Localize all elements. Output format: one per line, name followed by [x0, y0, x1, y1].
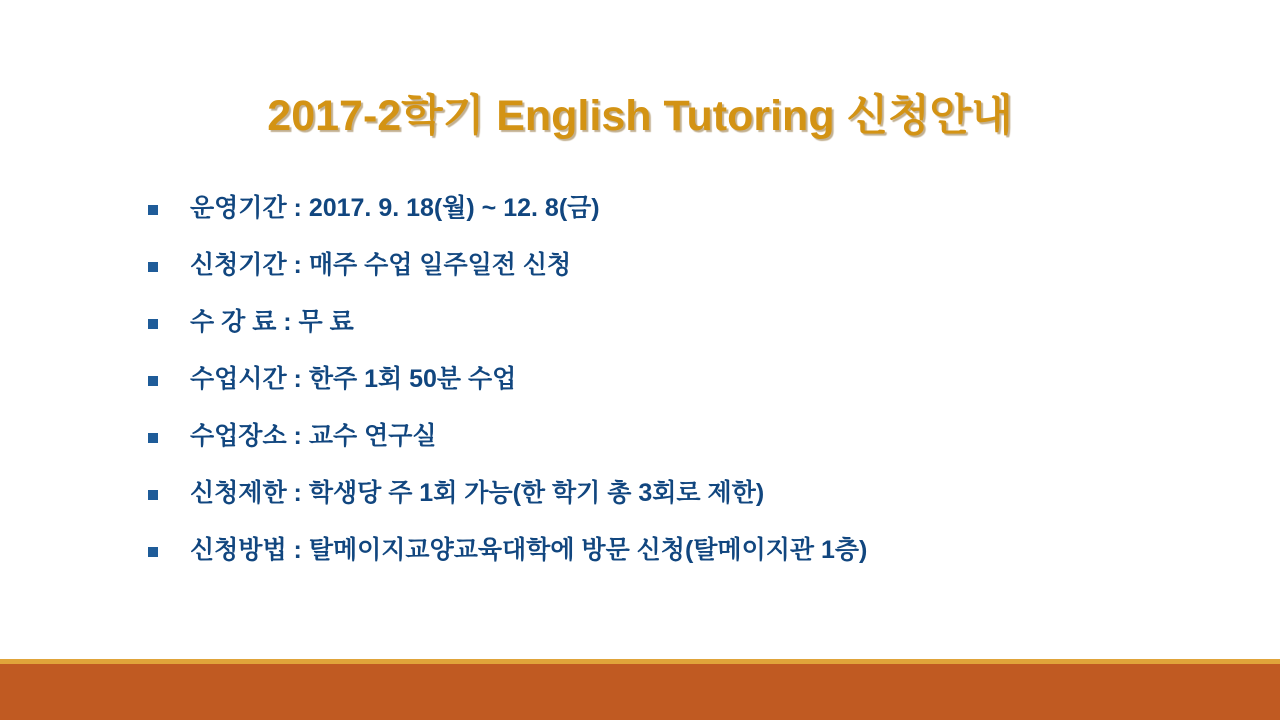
- list-item: [148, 307, 1208, 364]
- square-bullet-icon: [148, 205, 158, 215]
- list-item: [148, 421, 1208, 478]
- list-item-label: 수업시간 : 한주 1회 50분 수업: [190, 365, 517, 393]
- square-bullet-icon: [148, 433, 158, 443]
- square-bullet-icon: [148, 490, 158, 500]
- list-item: [148, 364, 1208, 421]
- bullet-list: [148, 193, 1208, 592]
- list-item: [148, 535, 1208, 592]
- list-item: [148, 250, 1208, 307]
- square-bullet-icon: [148, 547, 158, 557]
- list-item-label: 신청기간 : 매주 수업 일주일전 신청: [190, 251, 572, 279]
- list-item: [148, 193, 1208, 250]
- list-item-label: 신청방법 : 탈메이지교양교육대학에 방문 신청(탈메이지관 1층): [190, 536, 868, 564]
- list-item-label: 수 강 료 : 무 료: [190, 308, 354, 336]
- square-bullet-icon: [148, 319, 158, 329]
- footer-band: [0, 664, 1280, 720]
- list-item-label: 수업장소 : 교수 연구실: [190, 422, 437, 450]
- list-item-label: 운영기간 : 2017. 9. 18(월) ~ 12. 8(금): [190, 194, 600, 222]
- square-bullet-icon: [148, 262, 158, 272]
- list-item: [148, 478, 1208, 535]
- square-bullet-icon: [148, 376, 158, 386]
- list-item-label: 신청제한 : 학생당 주 1회 가능(한 학기 총 3회로 제한): [190, 479, 765, 507]
- page-title: 2017-2학기 English Tutoring 신청안내: [267, 92, 1013, 140]
